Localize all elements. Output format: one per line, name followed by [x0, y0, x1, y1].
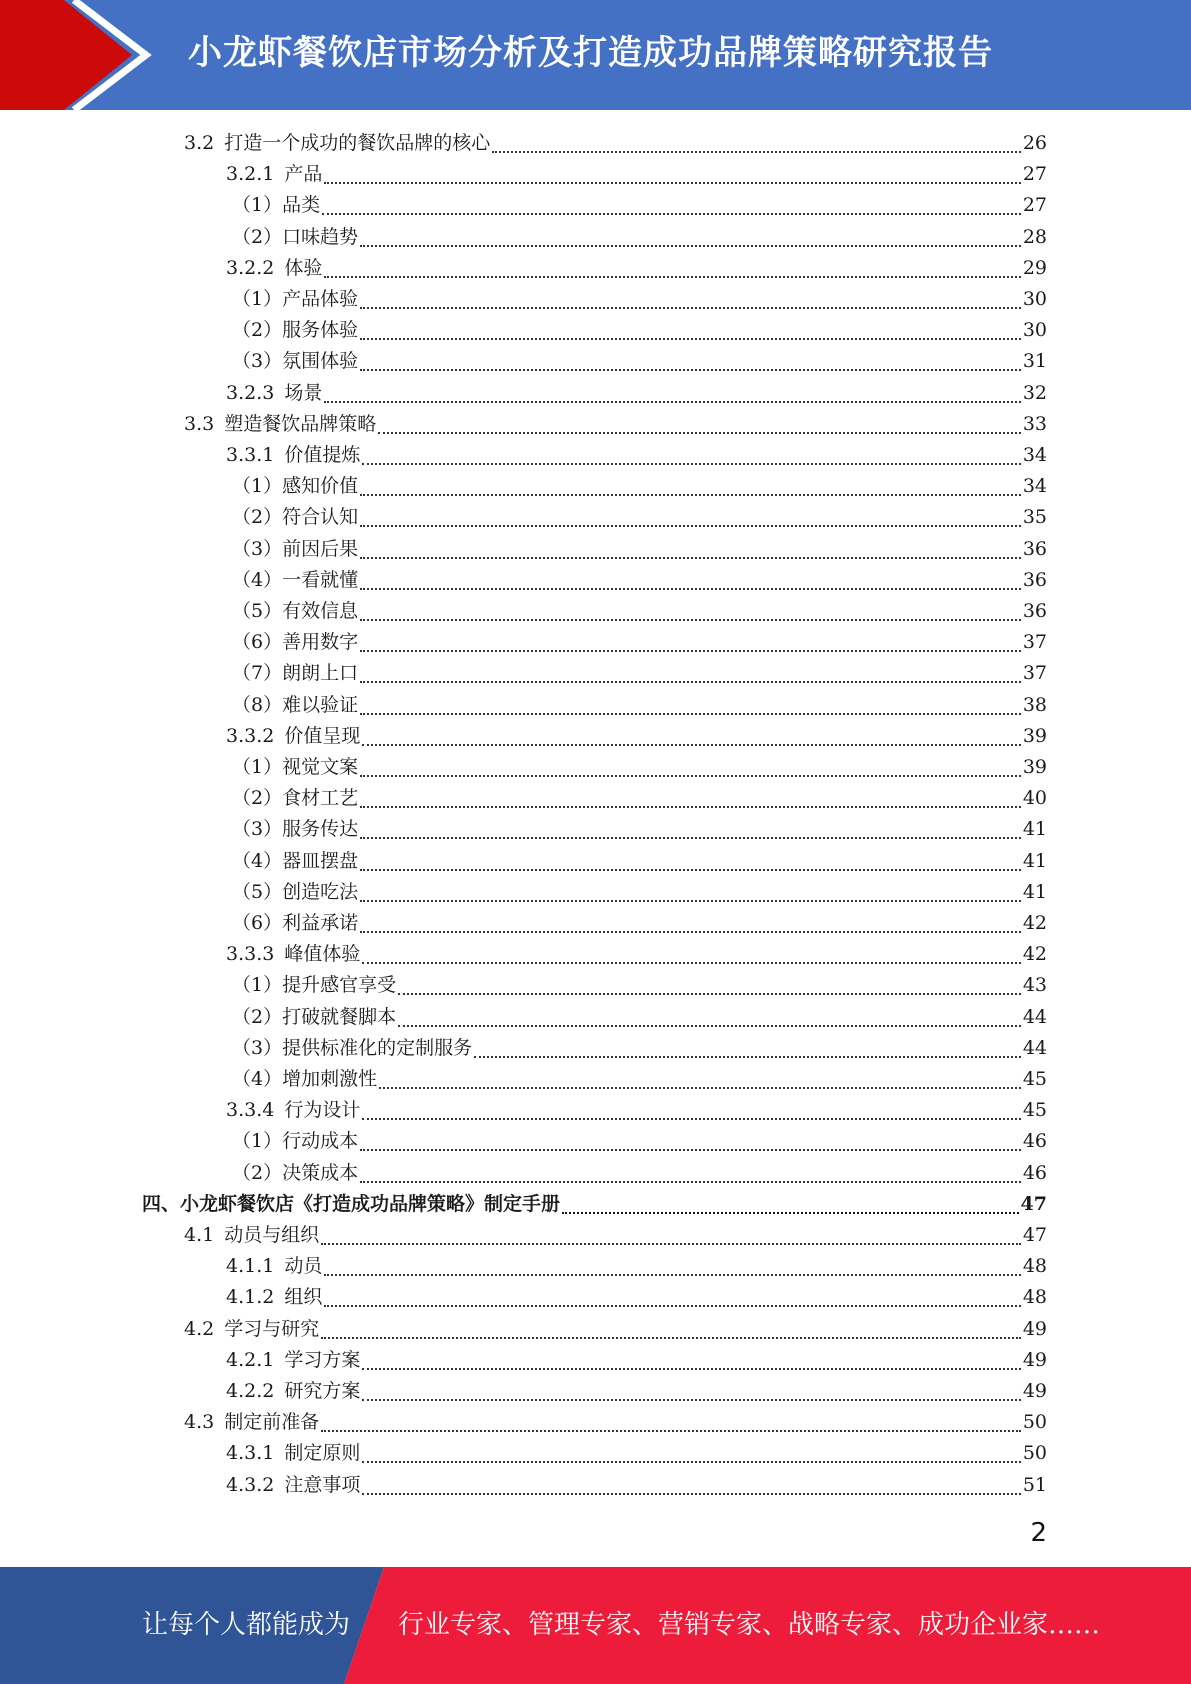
toc-entry-number: （8）: [232, 694, 283, 716]
toc-dot-leader: [474, 1056, 1021, 1058]
toc-dot-leader: [360, 369, 1021, 371]
toc-entry-page: 50: [1022, 1411, 1047, 1433]
toc-dot-leader: [360, 869, 1021, 871]
toc-entry-number: （1）: [232, 756, 283, 778]
page-footer: [0, 1567, 1191, 1684]
toc-entry-page: 49: [1022, 1349, 1047, 1371]
toc-entry[interactable]: [232, 1002, 1047, 1033]
toc-dot-leader: [360, 338, 1021, 340]
toc-entry-page: 37: [1022, 631, 1047, 653]
toc-dot-leader: [360, 307, 1021, 309]
toc-entry-page: 40: [1022, 787, 1047, 809]
toc-entry-page: 26: [1022, 132, 1047, 154]
toc-entry-number: （5）: [232, 881, 283, 903]
toc-entry-page: 45: [1022, 1068, 1047, 1090]
toc-entry[interactable]: [232, 190, 1047, 221]
toc-entry-title: 研究方案: [284, 1380, 361, 1402]
toc-entry-number: 3.2.3: [226, 382, 275, 404]
toc-dot-leader: [360, 588, 1021, 590]
toc-dot-leader: [362, 962, 1020, 964]
toc-entry-number: （2）: [232, 787, 283, 809]
toc-dot-leader: [360, 900, 1021, 902]
toc-entry-page: 27: [1022, 163, 1047, 185]
toc-entry-number: 4.3: [184, 1411, 215, 1433]
report-title: 小龙虾餐饮店市场分析及打造成功品牌策略研究报告: [188, 33, 993, 73]
toc-entry[interactable]: [232, 284, 1047, 315]
toc-entry-number: （3）: [232, 1037, 283, 1059]
toc-dot-leader: [360, 1181, 1021, 1183]
toc-dot-leader: [362, 1118, 1020, 1120]
toc-entry-page: 39: [1022, 725, 1047, 747]
toc-entry[interactable]: [232, 596, 1047, 627]
toc-dot-leader: [362, 1493, 1020, 1495]
toc-entry-page: 28: [1022, 226, 1047, 248]
toc-entry-page: 41: [1022, 881, 1047, 903]
toc-entry-number: （2）: [232, 1162, 283, 1184]
toc-entry-page: 29: [1022, 257, 1047, 279]
toc-entry-number: （1）: [232, 288, 283, 310]
toc-dot-leader: [360, 775, 1021, 777]
toc-entry-page: 37: [1022, 662, 1047, 684]
toc-entry-page: 31: [1022, 350, 1047, 372]
toc-entry-page: 47: [1020, 1193, 1047, 1215]
toc-entry-title: 感知价值: [282, 475, 359, 497]
toc-entry[interactable]: [232, 1064, 1047, 1095]
toc-dot-leader: [360, 245, 1021, 247]
toc-entry-title: 产品: [284, 163, 323, 185]
toc-entry-title: 打造一个成功的餐饮品牌的核心: [224, 132, 491, 154]
toc-dot-leader: [360, 525, 1021, 527]
toc-entry[interactable]: [232, 814, 1047, 845]
toc-entry-title: 决策成本: [282, 1162, 359, 1184]
toc-entry-title: 学习方案: [284, 1349, 361, 1371]
toc-dot-leader: [360, 650, 1021, 652]
toc-entry-number: 3.3: [184, 413, 215, 435]
toc-entry-page: 41: [1022, 850, 1047, 872]
toc-dot-leader: [324, 401, 1020, 403]
toc-entry-number: 四、: [142, 1193, 181, 1215]
toc-entry-title: 口味趋势: [282, 226, 359, 248]
toc-entry-page: 46: [1022, 1162, 1047, 1184]
toc-entry[interactable]: [232, 783, 1047, 814]
toc-entry-title: 食材工艺: [282, 787, 359, 809]
toc-entry[interactable]: [232, 908, 1047, 939]
toc-entry[interactable]: [226, 1251, 1047, 1282]
toc-dot-leader: [362, 1399, 1020, 1401]
toc-entry-title: 难以验证: [282, 694, 359, 716]
toc-entry[interactable]: [226, 1345, 1047, 1376]
toc-entry-page: 36: [1022, 538, 1047, 560]
toc-entry-number: 3.3.1: [226, 444, 275, 466]
toc-entry-number: 4.3.1: [226, 1442, 275, 1464]
toc-dot-leader: [321, 1337, 1021, 1339]
toc-dot-leader: [324, 276, 1020, 278]
toc-dot-leader: [398, 1025, 1021, 1027]
toc-dot-leader: [324, 1305, 1020, 1307]
toc-entry-number: （2）: [232, 226, 283, 248]
toc-entry-title: 价值呈现: [284, 725, 361, 747]
toc-dot-leader: [379, 1087, 1021, 1089]
toc-entry[interactable]: [226, 1095, 1047, 1126]
toc-entry[interactable]: [226, 721, 1047, 752]
toc-entry-page: 34: [1022, 444, 1047, 466]
toc-entry-title: 学习与研究: [224, 1318, 320, 1340]
toc-entry-page: 43: [1022, 974, 1047, 996]
page-header: [0, 0, 1191, 110]
toc-entry-title: 利益承诺: [282, 912, 359, 934]
toc-entry-number: （1）: [232, 475, 283, 497]
toc-dot-leader: [362, 744, 1020, 746]
toc-entry-title: 动员与组织: [224, 1224, 320, 1246]
toc-entry-title: 创造吃法: [282, 881, 359, 903]
toc-entry[interactable]: [232, 970, 1047, 1001]
toc-entry-title: 塑造餐饮品牌策略: [224, 413, 377, 435]
toc-entry[interactable]: [232, 565, 1047, 596]
toc-entry[interactable]: [184, 1407, 1047, 1438]
toc-entry[interactable]: [184, 128, 1047, 159]
toc-entry[interactable]: [232, 502, 1047, 533]
toc-entry[interactable]: [232, 627, 1047, 658]
footer-slogan-right: 行业专家、管理专家、营销专家、战略专家、成功企业家……: [398, 1610, 1101, 1640]
toc-dot-leader: [360, 494, 1021, 496]
toc-entry-number: 3.3.4: [226, 1099, 275, 1121]
toc-entry-page: 50: [1022, 1442, 1047, 1464]
toc-entry-title: 动员: [284, 1255, 323, 1277]
footer-slogan-left: 让每个人都能成为: [142, 1610, 351, 1640]
toc-entry-title: 体验: [284, 257, 323, 279]
toc-entry[interactable]: [142, 1189, 1047, 1220]
toc-entry[interactable]: [184, 409, 1047, 440]
toc-dot-leader: [324, 1274, 1020, 1276]
toc-dot-leader: [360, 837, 1021, 839]
toc-entry-title: 增加刺激性: [282, 1068, 378, 1090]
toc-entry[interactable]: [232, 346, 1047, 377]
toc-entry[interactable]: [232, 752, 1047, 783]
toc-entry-title: 品类: [282, 194, 321, 216]
toc-entry-number: （4）: [232, 850, 283, 872]
toc-entry-title: 产品体验: [282, 288, 359, 310]
toc-entry-number: 3.2.1: [226, 163, 275, 185]
toc-entry-page: 30: [1022, 288, 1047, 310]
toc-entry-number: （3）: [232, 350, 283, 372]
toc-entry-number: 4.1.2: [226, 1286, 275, 1308]
toc-entry[interactable]: [232, 315, 1047, 346]
toc-entry-number: （3）: [232, 818, 283, 840]
toc-entry-title: 符合认知: [282, 506, 359, 528]
toc-entry-page: 34: [1022, 475, 1047, 497]
toc-entry-page: 49: [1022, 1318, 1047, 1340]
toc-entry-number: 4.2.1: [226, 1349, 275, 1371]
toc-dot-leader: [362, 1368, 1020, 1370]
toc-entry-title: 行为设计: [284, 1099, 361, 1121]
toc-dot-leader: [321, 1430, 1021, 1432]
toc-entry-title: 峰值体验: [284, 943, 361, 965]
toc-entry-page: 47: [1022, 1224, 1047, 1246]
toc-entry-number: （1）: [232, 194, 283, 216]
toc-entry[interactable]: [232, 1126, 1047, 1157]
toc-entry-number: （5）: [232, 600, 283, 622]
toc-entry-page: 41: [1022, 818, 1047, 840]
toc-entry[interactable]: [226, 1376, 1047, 1407]
toc-entry-page: 42: [1022, 943, 1047, 965]
toc-entry[interactable]: [226, 253, 1047, 284]
toc-dot-leader: [360, 806, 1021, 808]
toc-entry-number: 4.2: [184, 1318, 215, 1340]
toc-entry-number: （1）: [232, 1130, 283, 1152]
toc-entry-page: 48: [1022, 1286, 1047, 1308]
toc-dot-leader: [360, 681, 1021, 683]
toc-entry-number: （3）: [232, 538, 283, 560]
toc-entry-number: 4.1: [184, 1224, 215, 1246]
toc-entry-number: （4）: [232, 569, 283, 591]
toc-entry-title: 有效信息: [282, 600, 359, 622]
toc-entry-number: 3.2.2: [226, 257, 275, 279]
toc-entry-page: 39: [1022, 756, 1047, 778]
toc-dot-leader: [362, 1461, 1020, 1463]
page-number: 2: [1030, 1518, 1047, 1548]
toc-entry[interactable]: [232, 1033, 1047, 1064]
toc-entry-title: 氛围体验: [282, 350, 359, 372]
toc-entry-title: 视觉文案: [282, 756, 359, 778]
toc-entry-page: 48: [1022, 1255, 1047, 1277]
toc-entry[interactable]: [184, 1314, 1047, 1345]
toc-entry[interactable]: [232, 471, 1047, 502]
toc-entry[interactable]: [226, 159, 1047, 190]
toc-dot-leader: [360, 557, 1021, 559]
toc-entry[interactable]: [226, 1470, 1047, 1501]
toc-entry-page: 46: [1022, 1130, 1047, 1152]
toc-entry-number: （6）: [232, 912, 283, 934]
toc-entry-page: 44: [1022, 1037, 1047, 1059]
toc-entry-title: 小龙虾餐饮店《打造成功品牌策略》制定手册: [180, 1193, 561, 1215]
toc-entry-number: （2）: [232, 1006, 283, 1028]
toc-entry[interactable]: [232, 846, 1047, 877]
toc-entry[interactable]: [226, 1282, 1047, 1313]
toc-entry-title: 一看就懂: [282, 569, 359, 591]
toc-entry-page: 27: [1022, 194, 1047, 216]
toc-entry-title: 制定原则: [284, 1442, 361, 1464]
toc-entry-page: 45: [1022, 1099, 1047, 1121]
toc-entry[interactable]: [226, 939, 1047, 970]
toc-entry[interactable]: [232, 1158, 1047, 1189]
toc-entry[interactable]: [232, 690, 1047, 721]
toc-dot-leader: [322, 213, 1021, 215]
toc-entry-number: （6）: [232, 631, 283, 653]
toc-entry-page: 30: [1022, 319, 1047, 341]
toc-dot-leader: [398, 993, 1021, 995]
toc-entry-number: 4.2.2: [226, 1380, 275, 1402]
toc-entry-number: （1）: [232, 974, 283, 996]
toc-dot-leader: [324, 182, 1020, 184]
toc-entry[interactable]: [232, 658, 1047, 689]
toc-entry-number: （2）: [232, 506, 283, 528]
toc-dot-leader: [360, 713, 1021, 715]
toc-entry[interactable]: [232, 877, 1047, 908]
toc-dot-leader: [360, 619, 1021, 621]
toc-entry-title: 制定前准备: [224, 1411, 320, 1433]
toc-entry-number: （7）: [232, 662, 283, 684]
toc-entry-number: 3.3.2: [226, 725, 275, 747]
toc-entry-number: 3.3.3: [226, 943, 275, 965]
toc-entry-title: 朗朗上口: [282, 662, 359, 684]
toc-entry-title: 注意事项: [284, 1474, 361, 1496]
toc-entry[interactable]: [232, 534, 1047, 565]
toc-entry[interactable]: [226, 1438, 1047, 1469]
toc-entry-number: 3.2: [184, 132, 215, 154]
toc-entry-title: 器皿摆盘: [282, 850, 359, 872]
toc-entry-title: 打破就餐脚本: [282, 1006, 397, 1028]
toc-entry-title: 善用数字: [282, 631, 359, 653]
toc-entry[interactable]: [232, 222, 1047, 253]
toc-entry-page: 49: [1022, 1380, 1047, 1402]
toc-entry[interactable]: [226, 378, 1047, 409]
toc-entry-title: 服务体验: [282, 319, 359, 341]
toc-entry-page: 36: [1022, 569, 1047, 591]
toc-entry-number: 4.1.1: [226, 1255, 275, 1277]
toc-entry-page: 38: [1022, 694, 1047, 716]
toc-entry-page: 33: [1022, 413, 1047, 435]
toc-entry-title: 服务传达: [282, 818, 359, 840]
toc-dot-leader: [360, 931, 1021, 933]
toc-entry[interactable]: [226, 440, 1047, 471]
toc-entry-page: 35: [1022, 506, 1047, 528]
toc-entry-number: （2）: [232, 319, 283, 341]
toc-entry-title: 价值提炼: [284, 444, 361, 466]
toc-dot-leader: [321, 1243, 1021, 1245]
toc-dot-leader: [362, 463, 1020, 465]
toc-entry-title: 前因后果: [282, 538, 359, 560]
toc-entry-title: 提升感官享受: [282, 974, 397, 996]
toc-dot-leader: [360, 1149, 1021, 1151]
toc-entry-page: 32: [1022, 382, 1047, 404]
toc-entry-title: 行动成本: [282, 1130, 359, 1152]
toc-entry-page: 42: [1022, 912, 1047, 934]
header-red-arrow-decoration: [0, 0, 160, 110]
toc-entry-number: 4.3.2: [226, 1474, 275, 1496]
toc-entry-page: 36: [1022, 600, 1047, 622]
toc-entry-title: 场景: [284, 382, 323, 404]
toc-dot-leader: [492, 151, 1021, 153]
toc-entry-title: 提供标准化的定制服务: [282, 1037, 473, 1059]
toc-entry-number: （4）: [232, 1068, 283, 1090]
toc-dot-leader: [378, 432, 1021, 434]
toc-entry[interactable]: [184, 1220, 1047, 1251]
toc-dot-leader: [562, 1212, 1019, 1214]
toc-entry-title: 组织: [284, 1286, 323, 1308]
toc-entry-page: 44: [1022, 1006, 1047, 1028]
toc-entry-page: 51: [1022, 1474, 1047, 1496]
